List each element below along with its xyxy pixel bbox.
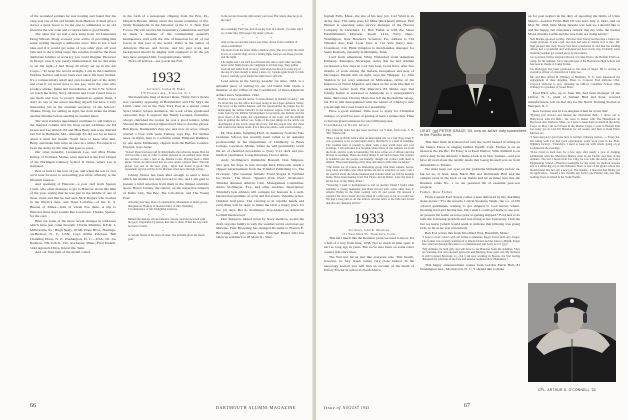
news-item: Neil Mackie reported on May 15th that Jack Tracey had become a father two weeks previous. It was a girl, but Jack had sent no details of it to me... Mr. Neil phoned that Jack Tracey had been transferred in and that the sending officer had a wonderful and well-deserved deal on his way. Probably some returning seaman got carried away by the rumors.	[530, 36, 620, 55]
separator-stars: * * *	[242, 36, 278, 40]
paragraph: Ken Jacques was in Los Angeles when he wrote this:	[533, 108, 609, 113]
issue-month: AUGUST 1943	[342, 406, 370, 410]
paragraph: We must keep our eyes on the problems immediately before us, but let us, at least, keep Balch Hill and Dartmouth Hall and the campus close in the back of our minds and let us make sure that the Reunion ranks No. 1 on our personal list of essential post-war projects.	[420, 167, 520, 190]
paragraph: And on the second axis, here's one I like, drawn from a number of other possibilities:	[221, 40, 298, 48]
class-secretary-address: 111 West Main St., Waterbury, Conn.	[342, 231, 396, 236]
letter-text: "Dave Cruxt is back here for a few days after nearly a year of dodging submarines with the Merchant Marine done in the Pacific and then in the Atlantic. The last I heard from Joe Lilly, he was with the Army Air Corps Engineering School... Harold is ineligible for the Army for medical reasons and is a lifesaving cop at the Ordnance Plant. A tour of his glider school last month found that he's got a new job. The tenants... I heard he had finally got an application... I heard a few months ago from Cope Farmer who was then holding down an island in the South Pacific.	[530, 150, 620, 179]
separator-stars: * * *	[242, 23, 278, 27]
poem: On a sunshiny Fall I lie, And close my eyes in a dream, I wonder why I go on like this, With paper dry under a moon.	[221, 27, 304, 35]
paragraph: And speaking of Hanover—a post card from Spence Crum, who often manages to get to Hanover about this time of the year, saying that he was just in the middle of one of those visits and that he had seen Nick Rogers who teaches in the Physics dept. and Dave Larrabee—of the U. S. Bureau of Mines—both of whom live there. A trip to Hanover these days sounds like a real treat. Thanks, Spence, for the card.	[30, 182, 116, 219]
paragraph: in the form of a newspaper clipping from the Erie, Pa., Dispatch-Herald, telling about the recent renaming of Pvt. Wally Rauterkohn in the historian of the U. S. Near East Forces. He will receive his lieutenant's commission and will be made a member of the commanding general's headquarters staff with the title of historian for all of our forces in that part of the world. Wally is the author of American Heroes and Savior, and his past work and background should be mighty well equipped to do the job they have assigned him. Congratulations, Wally.	[123, 14, 209, 59]
left-column-3	[216, 14, 304, 240]
news-item: Joe Lovelace will be assistant director of Camp Waroc, the Buffalo Y.M.C.A. camp, for the summer. Joe is the principal of the Hornbrook High School and has been in charge of Camp Turner.	[530, 55, 620, 67]
portrait-airman-icon	[528, 283, 616, 382]
letter-text: "The Arabs are of course an interesting group with their camels, burros, long robes and little caps. Their homes are not as attractive as ours. I am a bit worried about the whole business and wonder when we will be heading home. Have been hearing from Ted Pierce and Al Reiter. Give my best to all the boys of the Thirty-Third."	[326, 164, 414, 183]
class-year-heading: 1932	[151, 70, 181, 87]
photo-arthur-oconnell	[528, 283, 616, 382]
paragraph: This isn't much like the Reunion years we used to know. It's a hell of a way from June, 1938. Not so much in time span. It isn't so long ago in years. But we've sure been on some roller coaster ride since then.	[324, 236, 414, 254]
poem: Amazing structure, mass of organization, Monument of man's power, imagination, Bastion of modern mind, of life's bubbling, Circumference of life, Delightful structure.	[128, 200, 209, 212]
paragraph: Our other benedict, Lieutenant Lee, and Miss Elaine Kelley, of Portland, Maine, were married at the Post Chapel of the Harlingen Gunnery School in Texas, where Lee is stationed.	[30, 150, 116, 169]
issue-line	[324, 405, 369, 410]
class-secretary-address: 178 Prospect Ave., Princeton, N. J.	[140, 90, 192, 95]
paragraph: of the wounded soldiers he was treating and found that the chap was one of his old friends from Hudson. It must give a doctor a great boost to be the one to administer to an old friend in the war zone and to restore him to good health.	[30, 14, 116, 32]
separator-stars: *	[162, 229, 170, 234]
letter-text: "Yesterday I went to headquarters to call on another friend I found when suddenly a young lieutenant and Buzz moved past—none other than F. Alberto Bolles in the flesh looking very fit and proud. He showed a captain's bar and a dozen and one thing in a little way as far as I could see. We had a long talk of all the fellows and the news is the bills and forced marches are changing all that."	[326, 183, 414, 205]
letter-text: "Here I am in North Africa after an uneventful trip on a fast Navy liner. It was a pleasure to be on land again and to find that it is a land of sunshine. The weather here at present is ideal, with a few warm days and cool evenings. I am stationed at a hospital where most of the patients are from the front, and the work is interesting. We have a fine set of officers and the morale is excellent. There are many things to see and do here. The country is beautiful and the people are friendly, though our contact with them is limited. Have been keeping pretty busy and there is little time for letters."	[326, 135, 414, 165]
magazine-name: DARTMOUTH ALUMNI MAGAZINE	[216, 405, 296, 410]
photo-peter-grace	[420, 12, 526, 127]
news-item: Mr. and Mrs. Alfred H. Whitney of Herkimer, N. Y., have announced the engagement of their daughter, Ellen, to Corporal Fred Osborne USA. Corporal Osborne is now attending an Officer Candidate School. Miss Whitney is a graduate of Sweet Briar.	[530, 74, 620, 90]
paragraph: Lead article in the Survey Graphic for June, 1943, is a splendid piece of writing by our old friend John Clark, a member of the Office of the Coordinator of Inter-American Affairs since September, 1942.	[216, 79, 304, 97]
letter-text: "Having just arrived and missed the Mortuarial Ball... I drove out to Hollywood with Ed Bell... We went to dinner with The Hasselbeds on Heywood Ave, Melrose, Mass., so I have to keep them as much in the Army Corps on May 11th as I'd been in the Marine Corps. I went to Hawaii Park Joe today got in Carl-Jill Sheraton for six weeks, and then to Kent Field, Merced, etc.	[530, 113, 620, 135]
paragraph: Ingram Falls, Mass., the site of his new job. Carl Ward is an Army Jeep. The same goes for Mike (Red-head) Allison. Bob Hansen is operating sales service manager of the Hoover Company in Cleveland. Lt. Bob Fisher is with the Shore Establishments Division, Room 1414, Navy Dept., Washington. Nate Hawker's Scranton, Pa., address is 314 Wheeler Ave. Paul Cook lives at 712 Yale (hey!) Ave., Claremont, Cal. Hank Kingdon is merchandise manager for Sears Roebuck, currently in Memphis, Tenn.	[324, 14, 414, 55]
right-column-2	[420, 140, 520, 272]
paragraph: The vital statistics department continues to add names to the married column and the most recent additions are Ed Green and Lee Abbott. Ed and Miss Betty Ash were married last fall in Bethesda, Md., although Ed did not let us know about it until last month. You'll have to keep after him, Betty, and make him write us once in a while. Ed expects to be in the Army by the time this goes to press.	[30, 118, 116, 150]
class-secretary: Secretary, John K. Morrison	[348, 228, 390, 233]
photo-caption: CPL. ARTHUR D. O'CONNELL '33	[538, 388, 596, 392]
quoted-clipping: "Robert Ryan has been told by RKO Radio that when he makes Bad, he will become a star in order to make pictures as an enlisted man. Ryan has decided to take a turn at the Marine Corps. Having been a RKO Radio clause, he discovered that an actor under contract there. The ball player was one in the new gang... Ryan had found it good. The agreement says he will be in the Marines when he is through acting...	[125, 149, 209, 172]
paragraph: Best of luck to the four of you, and when the war is over we'll look forward to welcoming you more officially at the fifteenth reunion.	[30, 168, 116, 182]
paragraph: Have a good summer. Time now to apply for Christmas turkeys, so you'll be sure of getting at least a guinea hen. Time to harvest green tomatoes for piccalilli purposes.	[324, 109, 414, 123]
page-number: 66	[30, 403, 36, 409]
photo-caption: LIEUT. (jg) PETER GRACE '33, now on active duty somewhere in the Pacific area.	[420, 129, 527, 138]
right-page-67	[316, 0, 628, 420]
paragraph: Don Simpson, turned down by Navy medicos, awaits the draft, says the family is well, the weather torrid, and taxes are likewise. Fritz Browning has changed his name to Francis E. Browning—old pals please note. Principal Buster falls has taken up residence at 48 Main St., Shel-	[216, 217, 304, 240]
paragraph: This happy announcement comes from Gordon Ferris Hall, 81 Washington Ave., Morristown, N. J.: "I should like to make	[420, 262, 520, 272]
paragraph: Johnny Notter has been kind enough to send a letter which his mother has sent forward to me, and I am glad to present a brief selection from them in the limited available space. Here's Johnny, the satirist, on the respective subjects of Radio City, The Bee, The Cab-driver, and The Young Poet:	[123, 172, 209, 200]
letter-text: "I hope to close contact with our former roommates, Roger Sweet and Larry Jorgen. The former was recently transferred to Rhode Island and the latter to Miami. Roger has come just through the ranks to a commissioned and Larry is a Lt. (jg)."	[422, 235, 520, 247]
issue-prefix: Issue of	[324, 405, 341, 410]
left-column-2	[123, 14, 209, 242]
page-number: 67	[464, 403, 470, 409]
paragraph: And our final item of the month comes	[35, 250, 91, 255]
letter-intro: The following letter has just been received, via V-mail, from Capt. S. B. "Bo" Wentworth:	[326, 127, 414, 136]
sign-off: That's all fellows—see you in the Fall.	[128, 59, 183, 64]
paragraph: Fred Hird, who, up to June 9th, had been manager of the Clifton, N. J., plant of Samuel Hird and Sons, worsted manufacturers, left on that day for the Naval Training Station at Newport, R. I.	[528, 90, 620, 109]
poem: Behind the desk he sits and smokes, Steady, and unconcerned with the poor, Ungrateful by reason, that rise to shine, When his way ends he rises to brawl.	[128, 216, 208, 228]
poem: The hours from the latest shade a mellow glow, The air is still, the wind is low, A cowbell rings across a fading light, And we are alone, just me and the night.	[221, 48, 304, 59]
letter-text: "My children are both girls and will have to see Hanover from the sidelines. They are Suzanne, four and one-half years old, and Barbara, three years old. My business is still Colonial Beverage Co., but I am now working in Boston, the War having disrupted my activities in the Post and interior Southern New Hampshire."	[422, 246, 520, 262]
paragraph: This June finds us scattered all over the world instead of sitting on the Senior Fence or singing behind Topliff. Capt. Farmer is on an island in the Pacific; Ed Foley is at Pearl Harbor; Whit Kimball is on active duty in the Atlantic; Charlie Clark is in New Guinea—and you have all read about the terrific deeds that Georg Kronell was on from Alexandria to Tunisia.	[420, 140, 520, 167]
paragraph: The War has hit us just like everyone else. This month, however, its fury brush comes very close indeed. In the necrology section you will find an account of the death of Emory Fowler in action in North Africa.	[324, 254, 414, 273]
poem: A curious flower is the taxi-cab man: The problem gives me much pain.	[128, 233, 205, 241]
news-item: Joe DeAngelo has been promoted to the rank of major. He is serving as executive officer of a battalion at Camp Lee.	[530, 66, 620, 75]
paragraph: Andy Stollmeyer's inimitable Boswell, Don Simpson, who gets his dope in turn through Kirk Ellsworth, sends a clipped advertisement from the Trinidad Publishing Co. The Occasion: "The Greatest Athletic Event Staged in Trinidad for Years." The Place: "Queen's Park Oval." Promoters: Trinidad Amateur Athletic Club. Management Committee: Andre Stollmeyer, Esq., and other notables. Description: Trinidad's best athletes will compete for honours in a well-balanced programme of cycle and flat events. Valuable prizes. Children half-price. The catering is in capable hands and everything will be done to make the Oval a happy place for two (2) days. Bet A. Stollmeyer drop-kicked an American football barehooved.	[216, 157, 304, 217]
paragraph: Card from ubiquitous Whip Walterdorf from American Embassy, Managua, Nicaragua, states that he and Adeline vacationed a few days in cool San José, Costa Rica, after five months of work among the malaria mosquitoes and heat of Nicaragua. Health still all right, says the Whipper. Lt. John Sheldon is (or was) stationed in Milwaukee, office of the Inspector of Naval Material, and takes us the work like him to ourselves. Letter from Wat Ritaccio's Ed Marks says that Johnny Keller is stationed at Annapolis as a stenographer's mate, third class. Charley Marts has left the Rockefeller set-up, but Ed is still unacquainted with the nature of Charley's new job, though the Coast Guard is a possibility.	[324, 54, 414, 109]
class-secretary: Secretary, Carlos H. Baker	[146, 87, 186, 92]
poem: The nights and I are such good friends We talk to each other and time never ends; Night hours are compliant to all that I say, They gather from all and whirl from us away; And when the moon is at the top of the sky, It's just enough to make a man cry; I speak again lively, for this I know well My good friend the night never will tell.	[221, 59, 304, 78]
paragraph: up for past neglect in the duty of reporting the births of Clare Sisters—Gordon Ferris Hull III was born July 4, 1941, and on May 30, 1943, little Mona Jerusha was sent us. I should like to add the happy, but customary remark that my wife, the former Mona Jerusha Carlin and the wee babe are doing nicely."	[528, 14, 620, 37]
paragraph: Dr. Dan Allen, fledgling Ph.D. in chemistry from the Yale Graduate School, has recently been called to an assistant professorship in the Department of Chemistry at Bates College, Lewiston, Maine, where he will presumably teach the art of chemical procedures to Navy V-12 deck and pre-medical candidates. Congratulations, Doctor Allen.	[216, 130, 304, 158]
paragraph: From Captain Ford Steyer comes a note delivered by his charming sister-in-law: "For the records, I am in Spokane, Wash., the c.o. of 250 colored gentlemen, waiting to get shipped to God knows where. Working hard and having fun, but I wish I could get home to see you. At present I'm home on leave prior to getting shipped." Ford had to do with the following problem and was living at the University Club the last we knew (which would seem to indicate that billeting was going O.K. as far as he was concerned).	[420, 194, 520, 231]
paragraph: The handsome mug of Robert Ryan, Thirty-Two's movie star, currently appearing in Bombardier and The Sky's the Limit, came out in the New York Post in a spread called Sport Slants: Screen Audience, the work of the syndicated cartoonist, Pap. It appears that Benny Leonard, fisticuffer, always cherished the notion he was a good tennist, while Vincent Richards always figured he'd like to don the gloves. Bob Ryan, Dartmouth's ring ace, and now an actor, always wanted a bout with Gene Tunney, says Pap. For further news on Ryan, here is a column called Filmland Rambles, by one Anne McIlhenny, clipped from the Buffalo Courier-Express. Says Anne:	[123, 95, 209, 150]
section-heading: Father, Dear Father	[420, 190, 453, 195]
poem: In the sun he blossoms right under your nose, But where does he go in the rain?	[221, 14, 303, 22]
right-column-1	[324, 14, 414, 273]
separator-stars: * * *	[148, 212, 184, 217]
portrait-navy-officer-icon	[420, 12, 526, 127]
paragraph: Bob Fox writes this from Woodland Way, Haverhill, Mass.:	[425, 230, 510, 235]
class-year-heading: 1933	[354, 211, 384, 228]
right-column-3	[528, 14, 620, 180]
section-heading: Classmates in North Africa	[324, 123, 370, 128]
left-column-1	[30, 14, 116, 255]
letter-text: "I have enjoyed a good year here at another ordnance station—... Every Sat. I'm eating well. I've had good experiences, some were even in the Pratt-Whitney factory... Thursday's I used to keep up with what's going on at Lockheed in the evenings.	[530, 135, 620, 150]
paragraph: The other day we had a nice letter from 1st Lieutenant Doug Wilson. Doug accused your scribe of providing him some writing through a deliberate error. This is not a bad idea and if it would get some of you other guys off your tails and to the writing stage this column would be the most deliberate falsifier of accuracy you could imagine. However in Doug's case it was purely unintentional, but he did write to set me right—I had Doug all nicely set up in the Air Corps—"To keep the record straight, I am in the Chemical Warfare Service and have been ever since I'm been drafted. It's a comparatively small and over-looked part of the Army and even if we never have to use gas, we're the ones who produce smoke, flame and incendiaries. At the C.W. School we teach the Army, Navy, Marines and Coast Guard how to use them and how to protect themselves against them. I don't do any of the actual teaching myself but have a very interesting job as the assistant secretary of the School." Thanks, Doug, for setting us right, but don't make me make another mistake before sending us another letter.	[30, 32, 116, 119]
paragraph-small: Stanford Clark calls his article "Caviare-Raiser in Rubber Country," and it's about the job his office has been doing in the Upper Amazon Valley. The story of the rubber hunters, and the opportunities the jungle has for developing the rubber industry in the Amazon region. John tells of the work done by the Rubber Development Corporation, the Indians and the great rivers of the basin, the organization of the work, and the difficult task in getting the rubber out. Some of the best things in the article are descriptions of the towns along the rivers, and the people who live there and work in the rubber lands. It is a first-rate article, well worth reading.	[218, 97, 304, 130]
paragraph: Here are some of the more recent changes in addresses which have just come through: Charlie Mumma, R.F.D. 1, Millersville, Pa.; Hugh Neely, 20 Mt. Hope Blvd., Hastings-on-Hudson, N. Y., USN; Capt. Rollie Peterson, 800 Channing Place, N. E. Washington, D. C.—USA; Dr. Joe Rushton, 709-11th St. SW., Rochester, Minn.; Fred Tenbell, 1442 Agawela Drive, Knoxville, Tenn.	[30, 218, 116, 250]
